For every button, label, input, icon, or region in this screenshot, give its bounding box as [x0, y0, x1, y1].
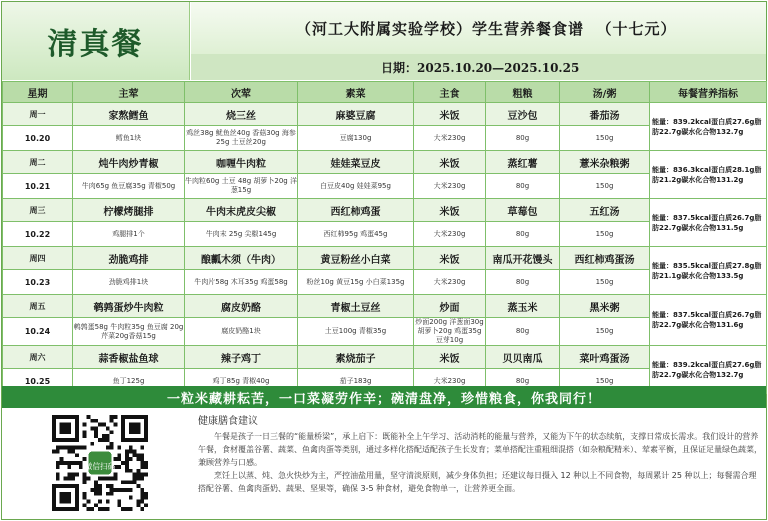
ingredient-cell: 牛肉65g 鱼豆腐35g 青椒50g: [73, 174, 185, 199]
date-cell: 10.25: [3, 369, 73, 394]
logo-text: 清真餐: [47, 27, 144, 62]
dish-cell: 蒸红薯: [486, 151, 560, 174]
ingredient-cell: 鸡丝38g 鱿鱼丝40g 香菇30g 海参25g 土豆丝20g: [185, 126, 298, 151]
dish-cell: 牛肉末虎皮尖椒: [185, 199, 298, 222]
ingredient-cell: 80g: [486, 126, 560, 151]
advice-paragraph-2: 烹饪上以蒸、炖、急火快炒为主，严控油盐用量，坚守清淡原则，减少身体负担；还建议每日摄入 12 种以上不同食物，每周累计 25 种以上；每餐需合理搭配谷薯、鱼禽肉蛋奶、蔬果、坚果等，确保 3-5 种食材，避免食物单一，让营养更全面。: [198, 471, 757, 493]
dish-cell: 贝贝南瓜: [486, 346, 560, 369]
dish-cell: 黄豆粉丝小白菜: [298, 247, 414, 270]
date-cell: 10.20: [3, 126, 73, 151]
dish-cell: 腐皮奶酪: [185, 295, 298, 318]
ingredient-cell: 80g: [486, 369, 560, 394]
ingredient-cell: 劲脆鸡排1块: [73, 270, 185, 295]
ingredient-cell: 150g: [560, 126, 650, 151]
menu-body: [3, 103, 767, 394]
weekday-cell: 周一: [3, 103, 73, 126]
date-banner: [191, 54, 766, 80]
header-cell: 汤/粥: [560, 82, 650, 103]
slogan-text: 一粒米藏耕耘苦，一口菜凝劳作辛；碗清盘净，珍惜粮食，你我同行！: [166, 391, 601, 407]
ingredient-cell: 牛肉末 25g 尖椒145g: [185, 222, 298, 247]
ingredient-cell: 大米230g: [414, 174, 486, 199]
dish-cell: 酿瓤木须（牛肉）: [185, 247, 298, 270]
dish-cell: 米饭: [414, 346, 486, 369]
ingredient-cell: 80g: [486, 318, 560, 346]
ingredient-cell: 土豆100g 青椒35g: [298, 318, 414, 346]
header-cell: 素菜: [298, 82, 414, 103]
date-cell: 10.22: [3, 222, 73, 247]
dish-cell: 南瓜开花馒头: [486, 247, 560, 270]
nutrition-cell: 能量：837.5kcal蛋白质26.7g脂肪22.7g碳水化合物131.5g: [650, 199, 767, 247]
ingredient-cell: 白豆皮40g 娃娃菜95g: [298, 174, 414, 199]
dish-cell: 炒面: [414, 295, 486, 318]
ingredient-cell: 80g: [486, 270, 560, 295]
dish-cell: 咖喱牛肉粒: [185, 151, 298, 174]
header-cell: 次荤: [185, 82, 298, 103]
dietary-advice: [198, 412, 764, 518]
ingredient-cell: 150g: [560, 369, 650, 394]
header-row: [3, 82, 767, 103]
ingredient-cell: 鸡丁85g 青椒40g: [185, 369, 298, 394]
date-cell: 10.21: [3, 174, 73, 199]
dish-row: [3, 346, 767, 369]
dish-cell: 蒜香椒盐鱼球: [73, 346, 185, 369]
qr-area: [2, 409, 195, 519]
logo-banner: [2, 2, 190, 80]
ingredient-cell: 大米230g: [414, 270, 486, 295]
dish-cell: 米饭: [414, 247, 486, 270]
nutrition-cell: 能量：836.3kcal蛋白质28.1g脂肪21.2g碳水化合物131.2g: [650, 151, 767, 199]
ingredient-cell: 西红柿95g 鸡蛋45g: [298, 222, 414, 247]
page-title: （河工大附属实验学校）学生营养餐食谱 （十七元）: [296, 19, 677, 38]
qr-code-icon[interactable]: [52, 415, 148, 511]
ingredient-cell: 150g: [560, 270, 650, 295]
weekday-cell: 周二: [3, 151, 73, 174]
ingredient-cell: 150g: [560, 222, 650, 247]
header-cell: 主荤: [73, 82, 185, 103]
ingredient-cell: 大米230g: [414, 369, 486, 394]
dish-cell: 烧三丝: [185, 103, 298, 126]
dish-cell: 草莓包: [486, 199, 560, 222]
dish-cell: 米饭: [414, 151, 486, 174]
weekday-cell: 周五: [3, 295, 73, 318]
nutrition-cell: 能量：837.5kcal蛋白质26.7g脂肪22.7g碳水化合物131.6g: [650, 295, 767, 346]
ingredient-cell: 炒面200g 洋葱面30g 胡萝卜20g 鸡蛋35g 豆芽10g: [415, 318, 484, 344]
dish-cell: 劲脆鸡排: [73, 247, 185, 270]
ingredient-cell: 大米230g: [414, 222, 486, 247]
dish-cell: 薏米杂粮粥: [560, 151, 650, 174]
ingredient-cell: 粉丝10g 黄豆15g 小白菜135g: [298, 270, 414, 295]
ingredient-cell: 鸡腿排1个: [73, 222, 185, 247]
date-cell: 10.24: [3, 318, 73, 346]
ingredient-cell: 鹌鹑蛋58g 牛肉粒35g 鱼豆腐 20g芹菜20g香菇15g: [73, 318, 185, 346]
title-banner: [191, 2, 766, 54]
weekday-cell: 周四: [3, 247, 73, 270]
dish-cell: 娃娃菜豆皮: [298, 151, 414, 174]
ingredient-cell: 80g: [486, 174, 560, 199]
dish-row: [3, 103, 767, 126]
dish-cell: 辣子鸡丁: [185, 346, 298, 369]
header-cell: 粗粮: [486, 82, 560, 103]
dish-cell: 鹌鹑蛋炒牛肉粒: [73, 295, 185, 318]
advice-paragraph-1: 午餐是孩子一日三餐的“能量桥梁”，承上启下：既能补全上午学习、活动消耗的能量与营养，又能为下午的状态续航，支撑日常成长需求。我们设计的营养午餐，食材覆盖谷薯、蔬菜、鱼禽肉蛋等类别，通过多样化搭配适配孩子生长发育；菜单搭配注重粗细混搭（如杂粮配精米）、荤素平衡，且保证足量绿色蔬菜，兼顾营养与口感。: [198, 432, 762, 467]
dish-cell: 青椒土豆丝: [298, 295, 414, 318]
header-cell: 每餐营养指标: [650, 82, 767, 103]
date-range: 日期：2025.10.20—2025.10.25: [381, 60, 580, 75]
ingredient-cell: 150g: [560, 318, 650, 346]
dish-cell: 麻婆豆腐: [298, 103, 414, 126]
dish-cell: 米饭: [414, 199, 486, 222]
qr-label: 微信扫码: [84, 461, 116, 471]
ingredient-cell: 大米230g: [414, 126, 486, 151]
weekday-cell: 周三: [3, 199, 73, 222]
dish-cell: 家熬鳕鱼: [73, 103, 185, 126]
dish-cell: 菜叶鸡蛋汤: [560, 346, 650, 369]
dish-cell: 米饭: [414, 103, 486, 126]
ingredient-cell: 鱼丁125g: [73, 369, 185, 394]
dish-cell: 柠檬烤腿排: [73, 199, 185, 222]
ingredient-cell: 腐皮奶酪1块: [185, 318, 298, 346]
dish-row: [3, 295, 767, 318]
nutrition-cell: 能量：835.5kcal蛋白质27.8g脂肪21.1g碳水化合物133.5g: [650, 247, 767, 295]
dish-cell: 五红汤: [560, 199, 650, 222]
dish-row: [3, 247, 767, 270]
ingredient-cell: 牛肉片58g 木耳35g 鸡蛋58g: [185, 270, 298, 295]
dish-cell: 豆沙包: [486, 103, 560, 126]
dish-cell: 番茄汤: [560, 103, 650, 126]
date-cell: 10.23: [3, 270, 73, 295]
nutrition-cell: 能量：839.2kcal蛋白质27.6g脂肪22.7g碳水化合物132.7g: [650, 103, 767, 151]
weekday-cell: 周六: [3, 346, 73, 369]
dish-row: [3, 199, 767, 222]
slogan-banner: [2, 386, 766, 408]
dish-cell: 炖牛肉炒青椒: [73, 151, 185, 174]
ingredient-cell: 豆腐130g: [298, 126, 414, 151]
header-cell: 主食: [414, 82, 486, 103]
ingredient-cell: 鳕鱼1块: [73, 126, 185, 151]
nutrition-cell: 能量：839.2kcal蛋白质27.6g脂肪22.7g碳水化合物132.7g: [650, 346, 767, 394]
advice-title: 健康膳食建议: [198, 416, 258, 427]
dish-cell: 蒸玉米: [486, 295, 560, 318]
dish-cell: 西红柿鸡蛋汤: [560, 247, 650, 270]
dish-row: [3, 151, 767, 174]
dish-cell: 西红柿鸡蛋: [298, 199, 414, 222]
ingredient-cell: 150g: [560, 174, 650, 199]
ingredient-cell: 牛肉粒60g 土豆 48g 胡萝卜20g 洋葱15g: [185, 174, 298, 199]
dish-cell: 黑米粥: [560, 295, 650, 318]
ingredient-cell: 80g: [486, 222, 560, 247]
dish-cell: 素烧茄子: [298, 346, 414, 369]
menu-table: [2, 81, 767, 394]
header-cell: 星期: [3, 82, 73, 103]
ingredient-cell: 茄子183g: [298, 369, 414, 394]
